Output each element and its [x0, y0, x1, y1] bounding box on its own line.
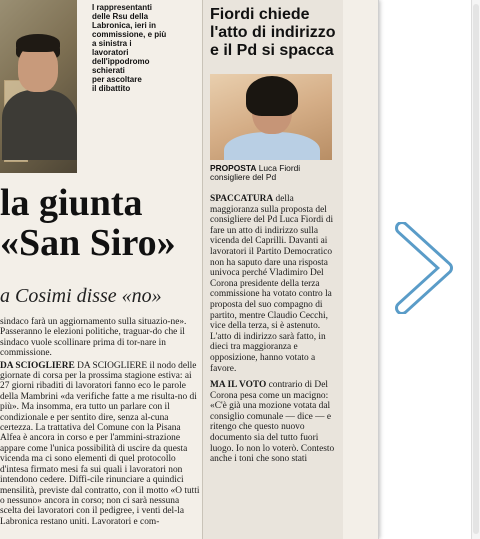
workers-photo [0, 0, 77, 173]
chevron-right-icon [388, 222, 466, 314]
caption-line: a sinistra i [92, 39, 132, 48]
paragraph-text: contrario di Del Corona pesa come un macigno: «C'è già una mozione votata dal consiglio comunale — dice — e ritengo che questo nuovo documento sia del tutto fuori luogo. Io non lo voterò. Contesto anche i toni che sono stati [210, 380, 335, 465]
headline [0, 183, 200, 263]
headline-line: la giunta [0, 182, 143, 224]
sidebar-title: Fiordi chiede l'atto di indirizzo e il Pd si spacca [210, 6, 336, 59]
article-body [0, 317, 200, 529]
caption-line: commissione, e più [92, 30, 167, 39]
lead-words: DA SCIOGLIERE [0, 360, 75, 371]
scrollbar-thumb[interactable] [473, 4, 479, 534]
caption-line: schierati [92, 66, 125, 75]
fiordi-photo [210, 74, 332, 160]
paragraph: sindaco farà un aggiornamento sulla situazio-ne». Passeranno le elezioni politiche, traguar-do che il sindaco vuole scollinare prima di tor-nare in commissione. [0, 317, 187, 359]
caption-label: PROPOSTA [210, 163, 257, 173]
paragraph [210, 380, 338, 465]
headline-line: «San Siro» [0, 222, 176, 264]
paragraph [0, 361, 200, 528]
sidebar-body [210, 194, 338, 471]
next-page-button[interactable] [388, 222, 466, 314]
paragraph-text: DA SCIOGLIERE il nodo delle giornate di corsa per la prossima stagione estiva: ai 27 giorni ribaditi di lavoratori fanno eco le parole della Mambrini «da verifiche fatte a me risulta-no di più». Ma insomma, era tutto un parlare con il condizionale e per sentito dire, senza al-cuna certezza. La trattativa del Comune con la Pisana Alfea è ancora in corso e per l'ammini-strazione appare come l'unica possibilità di uscire da questa vicenda ma ci sono elementi di quel protocollo d'intesa firmato mesi fa sui quali i lavoratori non intendono cedere. Diffi-cile rinunciare a quindici mensilità, previste dal contratto, con il motto «O tutti o nessuno» ancora in corso; non ci sarà nessuna scelta dei lavoratori con il pedigree, i venti del-la Labronica restano uniti. Lavoratori e com- [0, 360, 200, 527]
sidebar-article [202, 0, 343, 539]
caption-line: il dibattito [92, 84, 131, 93]
caption-line: I rappresentanti [92, 3, 153, 12]
vertical-scrollbar[interactable] [471, 0, 480, 539]
caption-text: Luca Fiordi consigliere del Pd [210, 163, 301, 183]
caption-line: lavoratori [92, 48, 129, 57]
sidebar-photo-caption [210, 164, 342, 183]
page-edge-divider [378, 0, 379, 539]
paragraph [210, 194, 338, 374]
lead-words: MA IL VOTO [210, 380, 267, 391]
paragraph-text: della maggioranza sulla proposta del consigliere del Pd Luca Fiordi di fare un atto di indirizzo sulla vicenda del Caprilli. Davanti ai lavoratori il Partito Democratico non ha saputo dare una risposta univoca perché Vladimiro Del Corona presidente della terza commissione ha votato contro la proposta del suo compagno di partito, mentre Claudio Cecchi, vice della terza, si è astenuto. L'atto di indirizzo sarà fatto, in dieci tra maggioranza e opposizione, hanno votato a favore. [210, 194, 334, 374]
photo-caption [92, 3, 178, 93]
caption-line: dell'ippodromo [92, 57, 150, 66]
caption-line: Labronica, ieri in [92, 21, 157, 30]
caption-line: per ascoltare [92, 75, 142, 84]
caption-line: delle Rsu della [92, 12, 149, 21]
subheadline: a Cosimi disse «no» [0, 285, 162, 307]
lead-words: SPACCATURA [210, 194, 274, 204]
